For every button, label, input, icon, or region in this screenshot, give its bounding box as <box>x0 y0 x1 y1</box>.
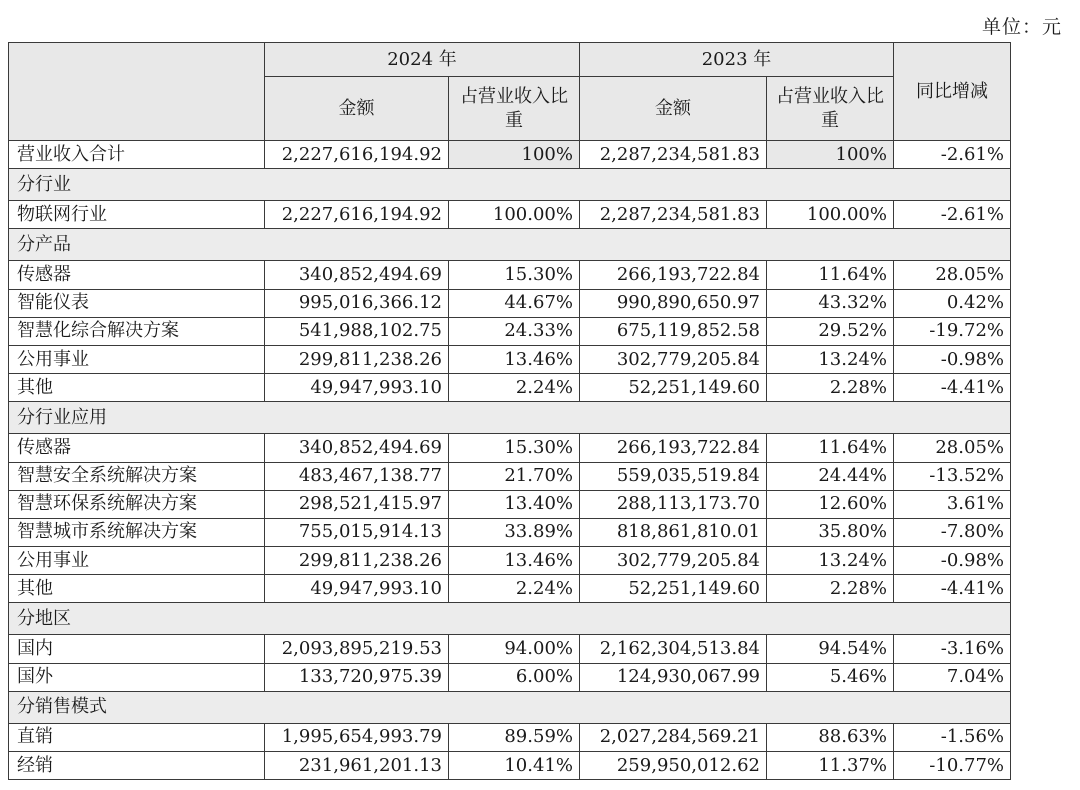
amount-2024-cell: 755,015,914.13 <box>265 518 449 546</box>
amount-2023-cell: 288,113,173.70 <box>580 490 767 518</box>
share-2024-cell: 15.30% <box>449 434 580 462</box>
row-label: 国内 <box>9 635 265 663</box>
table-header <box>9 43 1011 141</box>
amount-2023-cell: 2,287,234,581.83 <box>580 141 767 169</box>
amount-2024-cell: 299,811,238.26 <box>265 345 449 373</box>
table-row <box>9 289 1011 317</box>
section-title: 分行业应用 <box>9 402 1011 434</box>
row-label: 国外 <box>9 663 265 691</box>
row-label: 传感器 <box>9 261 265 289</box>
share-2024-cell: 13.46% <box>449 345 580 373</box>
table-row <box>9 575 1011 603</box>
section-header-row <box>9 691 1011 723</box>
amount-2024-cell: 340,852,494.69 <box>265 261 449 289</box>
share-2024-cell: 44.67% <box>449 289 580 317</box>
table-row <box>9 723 1011 751</box>
table-row <box>9 374 1011 402</box>
yoy-cell: -1.56% <box>894 723 1011 751</box>
table-row <box>9 518 1011 546</box>
amount-2023-cell: 2,027,284,569.21 <box>580 723 767 751</box>
row-label: 直销 <box>9 723 265 751</box>
total-row <box>9 141 1011 169</box>
section-title: 分销售模式 <box>9 691 1011 723</box>
table-row <box>9 635 1011 663</box>
share-2023-cell: 24.44% <box>767 462 894 490</box>
table-row <box>9 547 1011 575</box>
share-2023-cell: 11.64% <box>767 261 894 289</box>
share-2024-cell: 6.00% <box>449 663 580 691</box>
header-year-2023: 2023 年 <box>580 43 894 77</box>
amount-2023-cell: 52,251,149.60 <box>580 575 767 603</box>
section-title: 分地区 <box>9 603 1011 635</box>
share-2024-cell: 33.89% <box>449 518 580 546</box>
share-2024-cell: 94.00% <box>449 635 580 663</box>
amount-2023-cell: 266,193,722.84 <box>580 261 767 289</box>
header-yoy: 同比增减 <box>894 43 1011 141</box>
row-label: 公用事业 <box>9 547 265 575</box>
share-2024-cell: 15.30% <box>449 261 580 289</box>
section-title: 分产品 <box>9 229 1011 261</box>
amount-2024-cell: 1,995,654,993.79 <box>265 723 449 751</box>
yoy-cell: 7.04% <box>894 663 1011 691</box>
row-label: 智慧环保系统解决方案 <box>9 490 265 518</box>
share-2024-cell: 13.46% <box>449 547 580 575</box>
table-body <box>9 141 1011 780</box>
share-2023-cell: 11.64% <box>767 434 894 462</box>
yoy-cell: -19.72% <box>894 317 1011 345</box>
amount-2023-cell: 2,162,304,513.84 <box>580 635 767 663</box>
yoy-cell: -3.16% <box>894 635 1011 663</box>
section-header-row <box>9 402 1011 434</box>
row-label: 智慧城市系统解决方案 <box>9 518 265 546</box>
row-label: 其他 <box>9 374 265 402</box>
share-2023-cell: 43.32% <box>767 289 894 317</box>
amount-2024-cell: 299,811,238.26 <box>265 547 449 575</box>
share-2023-cell: 12.60% <box>767 490 894 518</box>
amount-2024-cell: 995,016,366.12 <box>265 289 449 317</box>
row-label: 物联网行业 <box>9 201 265 229</box>
header-amount-2024: 金额 <box>265 77 449 141</box>
yoy-cell: 3.61% <box>894 490 1011 518</box>
unit-label: 单位：元 <box>981 16 1062 38</box>
amount-2024-cell: 541,988,102.75 <box>265 317 449 345</box>
amount-2024-cell: 133,720,975.39 <box>265 663 449 691</box>
table-row <box>9 663 1011 691</box>
share-2023-cell: 88.63% <box>767 723 894 751</box>
table-row <box>9 752 1011 780</box>
row-label: 经销 <box>9 752 265 780</box>
table-row <box>9 317 1011 345</box>
header-amount-2023: 金额 <box>580 77 767 141</box>
amount-2023-cell: 675,119,852.58 <box>580 317 767 345</box>
yoy-cell: -13.52% <box>894 462 1011 490</box>
yoy-cell: 0.42% <box>894 289 1011 317</box>
header-corner-cell <box>9 43 265 141</box>
amount-2024-cell: 49,947,993.10 <box>265 575 449 603</box>
yoy-cell: -0.98% <box>894 345 1011 373</box>
revenue-breakdown-table <box>8 42 1011 780</box>
share-2023-cell: 29.52% <box>767 317 894 345</box>
yoy-cell: -2.61% <box>894 201 1011 229</box>
share-2024-cell: 24.33% <box>449 317 580 345</box>
share-2023-cell: 13.24% <box>767 547 894 575</box>
row-label: 智慧化综合解决方案 <box>9 317 265 345</box>
row-label: 智能仪表 <box>9 289 265 317</box>
table-row <box>9 345 1011 373</box>
amount-2024-cell: 340,852,494.69 <box>265 434 449 462</box>
share-2024-cell: 89.59% <box>449 723 580 751</box>
yoy-cell: 28.05% <box>894 261 1011 289</box>
share-2023-cell: 11.37% <box>767 752 894 780</box>
yoy-cell: -4.41% <box>894 374 1011 402</box>
share-2023-cell: 2.28% <box>767 575 894 603</box>
share-2024-cell: 100% <box>449 141 580 169</box>
amount-2023-cell: 302,779,205.84 <box>580 345 767 373</box>
share-2023-cell: 35.80% <box>767 518 894 546</box>
table-row <box>9 462 1011 490</box>
row-label: 其他 <box>9 575 265 603</box>
amount-2024-cell: 49,947,993.10 <box>265 374 449 402</box>
share-2024-cell: 2.24% <box>449 575 580 603</box>
row-label: 传感器 <box>9 434 265 462</box>
share-2023-cell: 13.24% <box>767 345 894 373</box>
amount-2023-cell: 2,287,234,581.83 <box>580 201 767 229</box>
amount-2023-cell: 559,035,519.84 <box>580 462 767 490</box>
section-header-row <box>9 169 1011 201</box>
amount-2024-cell: 2,227,616,194.92 <box>265 201 449 229</box>
section-header-row <box>9 229 1011 261</box>
share-2024-cell: 10.41% <box>449 752 580 780</box>
header-share-2024: 占营业收入比重 <box>449 77 580 141</box>
table-row <box>9 490 1011 518</box>
share-2024-cell: 2.24% <box>449 374 580 402</box>
amount-2023-cell: 266,193,722.84 <box>580 434 767 462</box>
share-2023-cell: 5.46% <box>767 663 894 691</box>
amount-2024-cell: 298,521,415.97 <box>265 490 449 518</box>
row-label: 公用事业 <box>9 345 265 373</box>
yoy-cell: -7.80% <box>894 518 1011 546</box>
section-header-row <box>9 603 1011 635</box>
header-share-2023: 占营业收入比重 <box>767 77 894 141</box>
share-2023-cell: 2.28% <box>767 374 894 402</box>
yoy-cell: -0.98% <box>894 547 1011 575</box>
share-2023-cell: 100.00% <box>767 201 894 229</box>
table-row <box>9 261 1011 289</box>
amount-2023-cell: 124,930,067.99 <box>580 663 767 691</box>
amount-2024-cell: 2,227,616,194.92 <box>265 141 449 169</box>
share-2023-cell: 94.54% <box>767 635 894 663</box>
amount-2023-cell: 990,890,650.97 <box>580 289 767 317</box>
yoy-cell: -10.77% <box>894 752 1011 780</box>
table-row <box>9 201 1011 229</box>
row-label: 智慧安全系统解决方案 <box>9 462 265 490</box>
yoy-cell: -4.41% <box>894 575 1011 603</box>
yoy-cell: 28.05% <box>894 434 1011 462</box>
amount-2024-cell: 231,961,201.13 <box>265 752 449 780</box>
row-label: 营业收入合计 <box>9 141 265 169</box>
amount-2023-cell: 52,251,149.60 <box>580 374 767 402</box>
amount-2023-cell: 818,861,810.01 <box>580 518 767 546</box>
amount-2024-cell: 2,093,895,219.53 <box>265 635 449 663</box>
header-year-2024: 2024 年 <box>265 43 580 77</box>
amount-2023-cell: 259,950,012.62 <box>580 752 767 780</box>
share-2024-cell: 13.40% <box>449 490 580 518</box>
section-title: 分行业 <box>9 169 1011 201</box>
table-row <box>9 434 1011 462</box>
amount-2023-cell: 302,779,205.84 <box>580 547 767 575</box>
yoy-cell: -2.61% <box>894 141 1011 169</box>
share-2023-cell: 100% <box>767 141 894 169</box>
share-2024-cell: 100.00% <box>449 201 580 229</box>
amount-2024-cell: 483,467,138.77 <box>265 462 449 490</box>
share-2024-cell: 21.70% <box>449 462 580 490</box>
